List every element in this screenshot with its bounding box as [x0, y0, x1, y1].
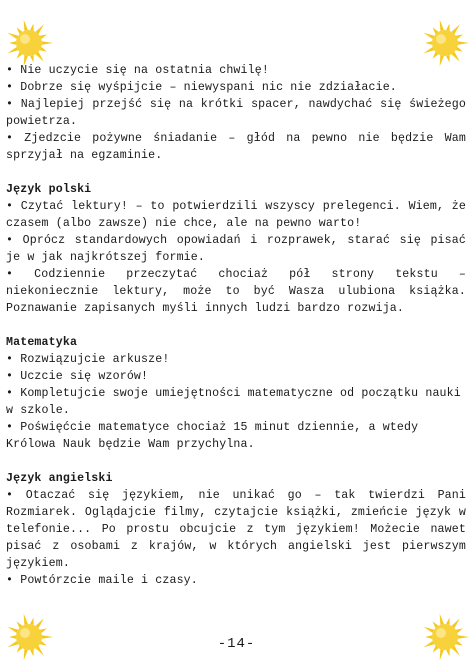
- section-heading-matematyka: Matematyka: [6, 336, 78, 349]
- sun-ray: [36, 24, 44, 34]
- angielski-item: • Powtórzcie maile i czasy.: [6, 574, 198, 587]
- sun-ray: [423, 47, 434, 53]
- sun-ray: [423, 627, 434, 633]
- sun-disc: [16, 30, 42, 56]
- sun-ray: [452, 618, 460, 628]
- sun-ray: [452, 24, 460, 34]
- intro-item: • Najlepiej przejść się na krótki spacer, nawdychać się świeżego powietrza.: [6, 98, 466, 128]
- sun-ray: [36, 618, 44, 628]
- sun-ray: [30, 618, 34, 625]
- sun-ray: [42, 41, 53, 45]
- sun-icon: [420, 18, 470, 68]
- sun-ray: [458, 41, 469, 45]
- sun-highlight: [20, 34, 30, 44]
- sun-ray: [30, 24, 34, 31]
- page-content: [6, 62, 466, 589]
- sun-ray: [24, 20, 28, 31]
- matematyka-item: • Poświęćcie matematyce chociaż 15 minut dziennie, a wtedy Królowa Nauk będzie Wam przychylna.: [6, 421, 419, 451]
- sun-ray: [9, 41, 16, 45]
- page-number: -14-: [217, 636, 256, 652]
- matematyka-item: • Rozwiązujcie arkusze!: [6, 353, 170, 366]
- polski-item: • Czytać lektury! – to potwierdzili wszyscy prelegenci. Wiem, że czasem (albo zawsze) nie chce, ale na pewno warto!: [6, 200, 466, 230]
- section-heading-polski: Język polski: [6, 183, 92, 196]
- sun-ray: [7, 627, 18, 633]
- intro-item: • Nie uczycie się na ostatnia chwilę!: [6, 64, 269, 77]
- sun-disc: [432, 30, 458, 56]
- sun-ray: [7, 33, 18, 39]
- matematyka-item: • Kompletujcie swoje umiejętności matematyczne od początku nauki w szkole.: [6, 387, 461, 417]
- sun-ray: [452, 52, 460, 62]
- sun-ray: [425, 41, 432, 45]
- sun-ray: [440, 20, 444, 31]
- sun-highlight: [436, 34, 446, 44]
- section-heading-angielski: Język angielski: [6, 472, 113, 485]
- polski-item: • Oprócz standardowych opowiadań i rozprawek, starać się pisać je w jak najkrótszej formie.: [6, 234, 466, 264]
- sun-ray: [423, 33, 434, 39]
- sun-ray: [446, 618, 450, 625]
- sun-ray: [24, 614, 28, 625]
- sun-ray: [446, 24, 450, 31]
- sun-ray: [7, 47, 18, 53]
- polski-item: • Codziennie przeczytać chociaż pół strony tekstu – niekoniecznie lektury, może to być Wasza ulubiona książka. Poznawanie zapisanych myśli innych ludzi bardzo rozwija.: [6, 268, 466, 315]
- intro-item: • Zjedzcie pożywne śniadanie – głód na pewno nie będzie Wam sprzyjał na egzaminie.: [6, 132, 466, 162]
- intro-item: • Dobrze się wyśpijcie – niewyspani nic nie zdziałacie.: [6, 81, 397, 94]
- matematyka-item: • Uczcie się wzorów!: [6, 370, 149, 383]
- sun-icon: [4, 18, 54, 68]
- sun-ray: [440, 614, 444, 625]
- angielski-item: • Otaczać się językiem, nie unikać go – tak twierdzi Pani Rozmiarek. Oglądajcie filmy, czytajcie książki, zmieńcie język w telefonie... Po prostu obcujcie z tym językiem! Możecie nawet pisać z osobami z krajów, w których angielski jest pierwszym językiem.: [6, 489, 466, 570]
- sun-ray: [36, 52, 44, 62]
